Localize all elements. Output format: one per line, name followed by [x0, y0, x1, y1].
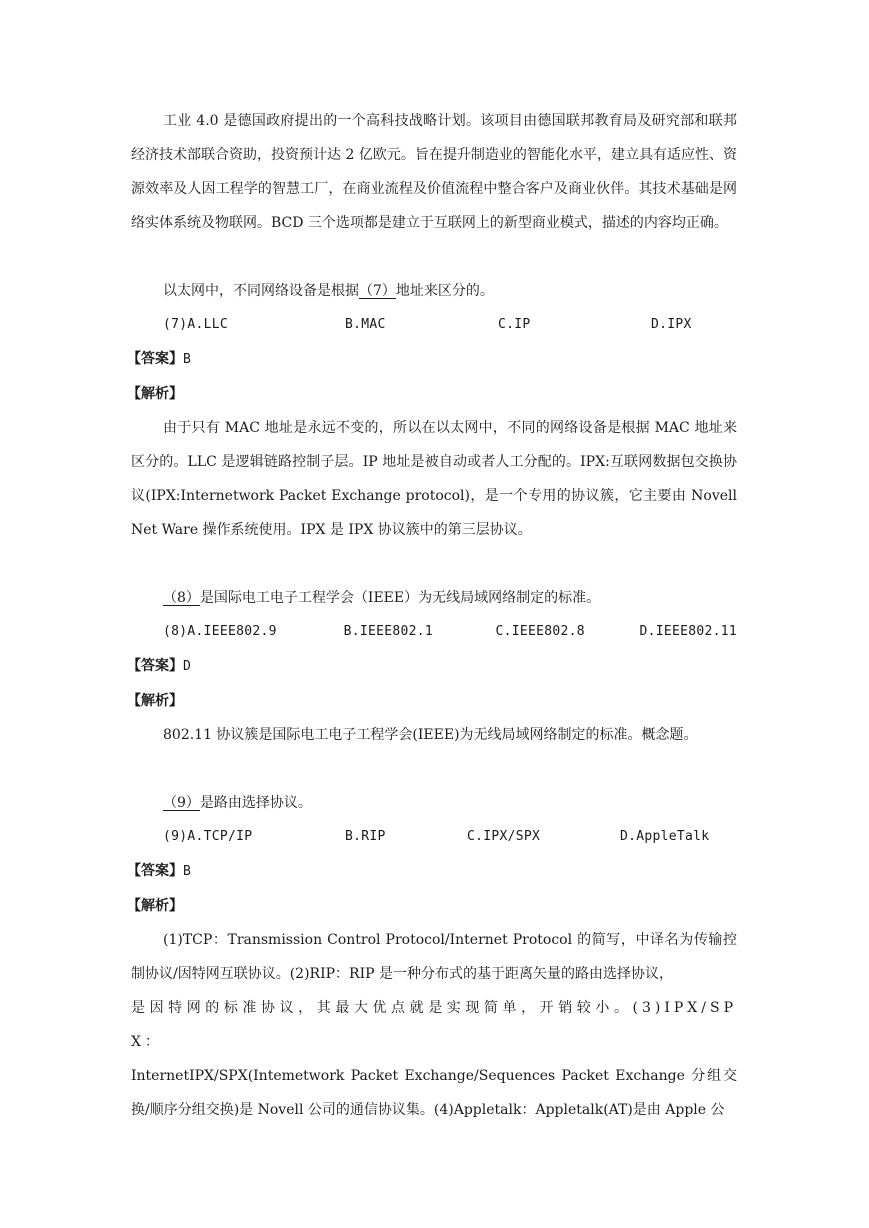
option-c: C.IP	[498, 317, 531, 332]
question-8-analysis: 802.11 协议簇是国际电工电子工程学会(IEEE)为无线局域网络制定的标准。概念题。	[163, 727, 698, 743]
question-7-analysis: 由于只有 MAC 地址是永远不变的，所以在以太网中，不同的网络设备是根据 MAC 地址来区分的。LLC 是逻辑链路控制子层。IP 地址是被自动或者人工分配的。IPX:互联网数据包交换协议(IPX:Internetwork Packet Exchange protocol)，是一个专用的协议簇，它主要由 Novell Net Ware 操作系统使用。IPX 是 IPX 协议簇中的第三层协议。	[131, 420, 737, 538]
question-9-analysis-part-2: 是因特网的标准协议，其最大优点就是实现简单，开销较小。(3)IPX/SPX：	[131, 1000, 737, 1050]
document-page	[127, 104, 737, 1127]
question-7-answer	[127, 342, 737, 377]
spacer	[131, 752, 737, 786]
answer-label: 【答案】	[127, 351, 183, 367]
option-c: C.IEEE802.8	[495, 624, 585, 639]
question-8-options	[131, 615, 737, 649]
question-9-stem	[131, 786, 737, 820]
answer-label: 【答案】	[127, 658, 183, 674]
question-7-stem-before: 以太网中，不同网络设备是根据	[163, 283, 359, 299]
question-9-analysis-part-3: InternetIPX/SPX(Intemetwork Packet Exchange/Sequences Packet Exchange 分组交换/顺序分组交换)是 Novell 公司的通信协议集。(4)Appletalk：Appletalk(AT)是由 Apple 公	[131, 1068, 737, 1118]
option-c: C.IPX/SPX	[467, 829, 541, 844]
answer-value: B	[183, 352, 191, 367]
question-7-blank: （7）	[359, 283, 396, 299]
answer-label: 【答案】	[127, 863, 183, 879]
question-9-analysis-part-1: (1)TCP：Transmission Control Protocol/Internet Protocol 的简写，中译名为传输控制协议/因特网互联协议。(2)RIP：RIP 是一种分布式的基于距离矢量的路由选择协议，	[131, 932, 737, 982]
analysis-label: 【解析】	[127, 898, 183, 914]
question-8-blank: （8）	[163, 590, 200, 606]
question-8-answer	[127, 649, 737, 684]
question-8-analysis-heading	[127, 684, 737, 718]
intro-paragraph: 工业 4.0 是德国政府提出的一个高科技战略计划。该项目由德国联邦教育局及研究部和联邦经济技术部联合资助，投资预计达 2 亿欧元。旨在提升制造业的智能化水平，建立具有适应性、资源效率及人因工程学的智慧工厂，在商业流程及价值流程中整合客户及商业伙伴。其技术基础是网络实体系统及物联网。BCD 三个选项都是建立于互联网上的新型商业模式，描述的内容均正确。	[131, 113, 737, 231]
question-7-stem-after: 地址来区分的。	[395, 283, 494, 299]
analysis-label: 【解析】	[127, 386, 183, 402]
question-9-stem-after: 是路由选择协议。	[199, 795, 312, 811]
option-b: B.IEEE802.1	[343, 624, 434, 639]
spacer	[131, 547, 737, 581]
option-d: D.IEEE802.11	[639, 624, 737, 639]
option-b: B.MAC	[345, 317, 386, 332]
analysis-label: 【解析】	[127, 693, 183, 709]
spacer	[131, 240, 737, 274]
option-d: D.AppleTalk	[620, 829, 710, 844]
option-d: D.IPX	[651, 317, 692, 332]
option-a: (9)A.TCP/IP	[163, 829, 253, 844]
question-8-stem-after: 是国际电工电子工程学会（IEEE）为无线局域网络制定的标准。	[199, 590, 601, 606]
answer-value: B	[183, 864, 191, 879]
question-9-analysis-heading	[127, 889, 737, 923]
question-7-stem	[131, 274, 737, 308]
question-8-stem	[131, 581, 737, 615]
question-9-blank: （9）	[163, 795, 200, 811]
option-b: B.RIP	[345, 829, 386, 844]
question-9-answer	[127, 854, 737, 889]
question-7-analysis-heading	[127, 377, 737, 411]
answer-value: D	[183, 659, 191, 674]
question-9-options	[131, 820, 737, 854]
option-a: (8)A.IEEE802.9	[163, 624, 277, 639]
question-7-options	[131, 308, 737, 342]
option-a: (7)A.LLC	[163, 317, 229, 332]
